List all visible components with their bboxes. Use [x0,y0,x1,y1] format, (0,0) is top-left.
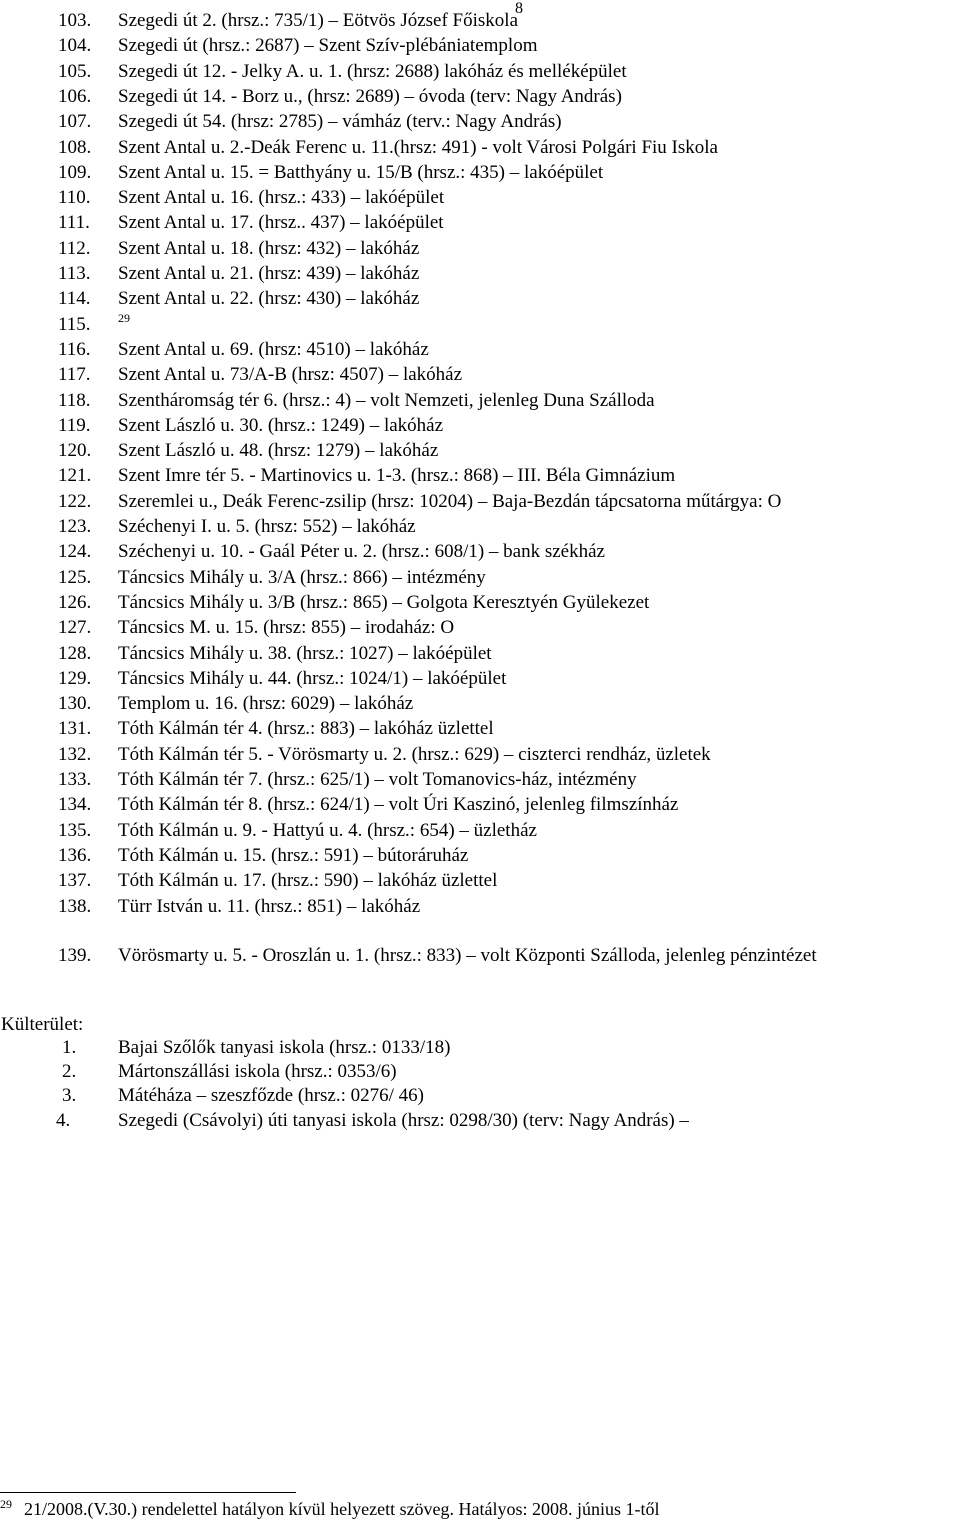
item-text: Széchenyi u. 10. - Gaál Péter u. 2. (hrsz.: 608/1) – bank székház [118,541,605,563]
footnote-divider [0,1492,296,1493]
item-text: Szent Antal u. 69. (hrsz: 4510) – lakóház [118,338,429,360]
item-text: Türr István u. 11. (hrsz.: 851) – lakóház [118,895,421,917]
item-number: 134. [58,794,92,816]
item-text: Bajai Szőlők tanyasi iskola (hrsz.: 0133/18) [118,1037,451,1058]
item-number: 125. [58,566,92,588]
item-text: Szent Antal u. 16. (hrsz.: 433) – lakóépület [118,187,445,209]
item-text: Szegedi út 12. - Jelky A. u. 1. (hrsz: 2688) lakóház és melléképület [118,60,627,82]
item-text: Szeremlei u., Deák Ferenc-zsilip (hrsz: 10204) – Baja-Bezdán tápcsatorna műtárgya: O [118,490,782,512]
item-text: Templom u. 16. (hrsz: 6029) – lakóház [118,693,414,715]
page-number: 8 [515,0,523,17]
item-number: 113. [58,263,91,284]
item-number: 133. [58,769,92,790]
item-text: Tóth Kálmán tér 7. (hrsz.: 625/1) – volt Tomanovics-ház, intézmény [118,769,637,790]
item-number: 124. [58,541,92,563]
item-number: 131. [58,718,92,740]
item-text: Tóth Kálmán tér 8. (hrsz.: 624/1) – volt Úri Kaszinó, jelenleg filmszínház [118,794,679,816]
item-number: 119. [58,414,91,436]
item-text: Szent Antal u. 18. (hrsz: 432) – lakóház [118,237,420,259]
footnote-mark: 29 [0,1497,12,1511]
item-text: Szegedi út 54. (hrsz: 2785) – vámház (terv.: Nagy András) [118,111,562,133]
item-number: 104. [58,35,92,57]
item-number: 123. [58,516,92,537]
item-number: 108. [58,136,92,158]
item-number: 127. [58,617,92,639]
item-number: 109. [58,161,92,183]
item-text: Tóth Kálmán u. 15. (hrsz.: 591) – bútoráruház [118,844,469,866]
item-text: Szent László u. 48. (hrsz: 1279) – lakóház [118,440,439,462]
item-text: Vörösmarty u. 5. - Oroszlán u. 1. (hrsz.: 833) – volt Központi Szálloda, jelenleg pénzintézet [118,944,817,966]
item-text: Táncsics Mihály u. 44. (hrsz.: 1024/1) – lakóépület [118,667,507,689]
item-text: Táncsics Mihály u. 3/B (hrsz.: 865) – Golgota Keresztyén Gyülekezet [118,591,650,613]
item-text: Szent Antal u. 21. (hrsz: 439) – lakóház [118,263,420,284]
item-number: 139. [58,944,92,966]
item-text: Szentháromság tér 6. (hrsz.: 4) – volt Nemzeti, jelenleg Duna Szálloda [118,389,655,411]
footnote [0,1498,660,1522]
item-text: Tóth Kálmán u. 17. (hrsz.: 590) – lakóház üzlettel [118,870,498,892]
item-text: Tóth Kálmán tér 4. (hrsz.: 883) – lakóház üzlettel [118,718,494,740]
list-item [0,310,130,337]
section-label-kulterulet: Külterület: [1,1014,84,1035]
item-number: 112. [58,237,91,259]
item-number: 2. [62,1061,77,1082]
item-text: Táncsics M. u. 15. (hrsz: 855) – irodaház: O [118,617,455,639]
item-text: Táncsics Mihály u. 38. (hrsz.: 1027) – lakóépület [118,642,492,664]
item-number: 105. [58,60,92,82]
item-number: 107. [58,111,92,133]
item-text: Szegedi út 2. (hrsz.: 735/1) – Eötvös József Főiskola [118,10,519,31]
item-text: Táncsics Mihály u. 3/A (hrsz.: 866) – intézmény [118,566,486,588]
item-number: 122. [58,490,92,512]
item-number: 110. [58,187,91,209]
item-number: 120. [58,440,92,462]
item-text: Szent Antal u. 15. = Batthyány u. 15/B (hrsz.: 435) – lakóépület [118,161,604,183]
item-number: 135. [58,819,92,841]
item-number: 116. [58,338,91,360]
footnote-reference: 29 [118,310,130,325]
item-text: Szegedi út 14. - Borz u., (hrsz: 2689) – óvoda (terv: Nagy András) [118,85,622,107]
item-number: 106. [58,85,92,107]
item-number: 115. [58,313,91,335]
item-text: Szegedi út (hrsz.: 2687) – Szent Szív-plébániatemplom [118,35,538,57]
item-text: Tóth Kálmán u. 9. - Hattyú u. 4. (hrsz.: 654) – üzletház [118,819,537,841]
item-text: Szent László u. 30. (hrsz.: 1249) – lakóház [118,414,444,436]
item-text: Szent Imre tér 5. - Martinovics u. 1-3. (hrsz.: 868) – III. Béla Gimnázium [118,465,676,487]
item-number: 117. [58,364,91,386]
item-number: 4. [56,1110,71,1131]
item-number: 3. [62,1085,77,1106]
item-text: Szent Antal u. 17. (hrsz.. 437) – lakóépület [118,212,444,234]
item-number: 121. [58,465,92,487]
item-text: Szent Antal u. 2.-Deák Ferenc u. 11.(hrsz: 491) - volt Városi Polgári Fiu Iskola [118,136,718,158]
item-text: Széchenyi I. u. 5. (hrsz: 552) – lakóház [118,516,416,537]
item-number: 103. [58,10,92,31]
footnote-text: 21/2008.(V.30.) rendelettel hatályon kívül helyezett szöveg. Hatályos: 2008. június 1-től [24,1499,660,1519]
item-text: Mátéháza – szeszfőzde (hrsz.: 0276/ 46) [118,1085,424,1106]
item-number: 1. [62,1037,77,1058]
item-text: Szegedi (Csávolyi) úti tanyasi iskola (hrsz: 0298/30) (terv: Nagy András) – [118,1110,689,1131]
item-number: 137. [58,870,92,892]
item-text: Tóth Kálmán tér 5. - Vörösmarty u. 2. (hrsz.: 629) – ciszterci rendház, üzletek [118,743,711,765]
item-number: 132. [58,743,92,765]
item-number: 114. [58,288,91,310]
item-text: Mártonszállási iskola (hrsz.: 0353/6) [118,1061,397,1082]
item-number: 130. [58,693,92,715]
item-number: 128. [58,642,92,664]
item-number: 126. [58,591,92,613]
item-number: 118. [58,389,91,411]
item-number: 111. [58,212,90,234]
item-text: Szent Antal u. 73/A-B (hrsz: 4507) – lakóház [118,364,463,386]
item-text: Szent Antal u. 22. (hrsz: 430) – lakóház [118,288,420,310]
item-number: 138. [58,895,92,917]
item-number: 129. [58,667,92,689]
item-number: 136. [58,844,92,866]
